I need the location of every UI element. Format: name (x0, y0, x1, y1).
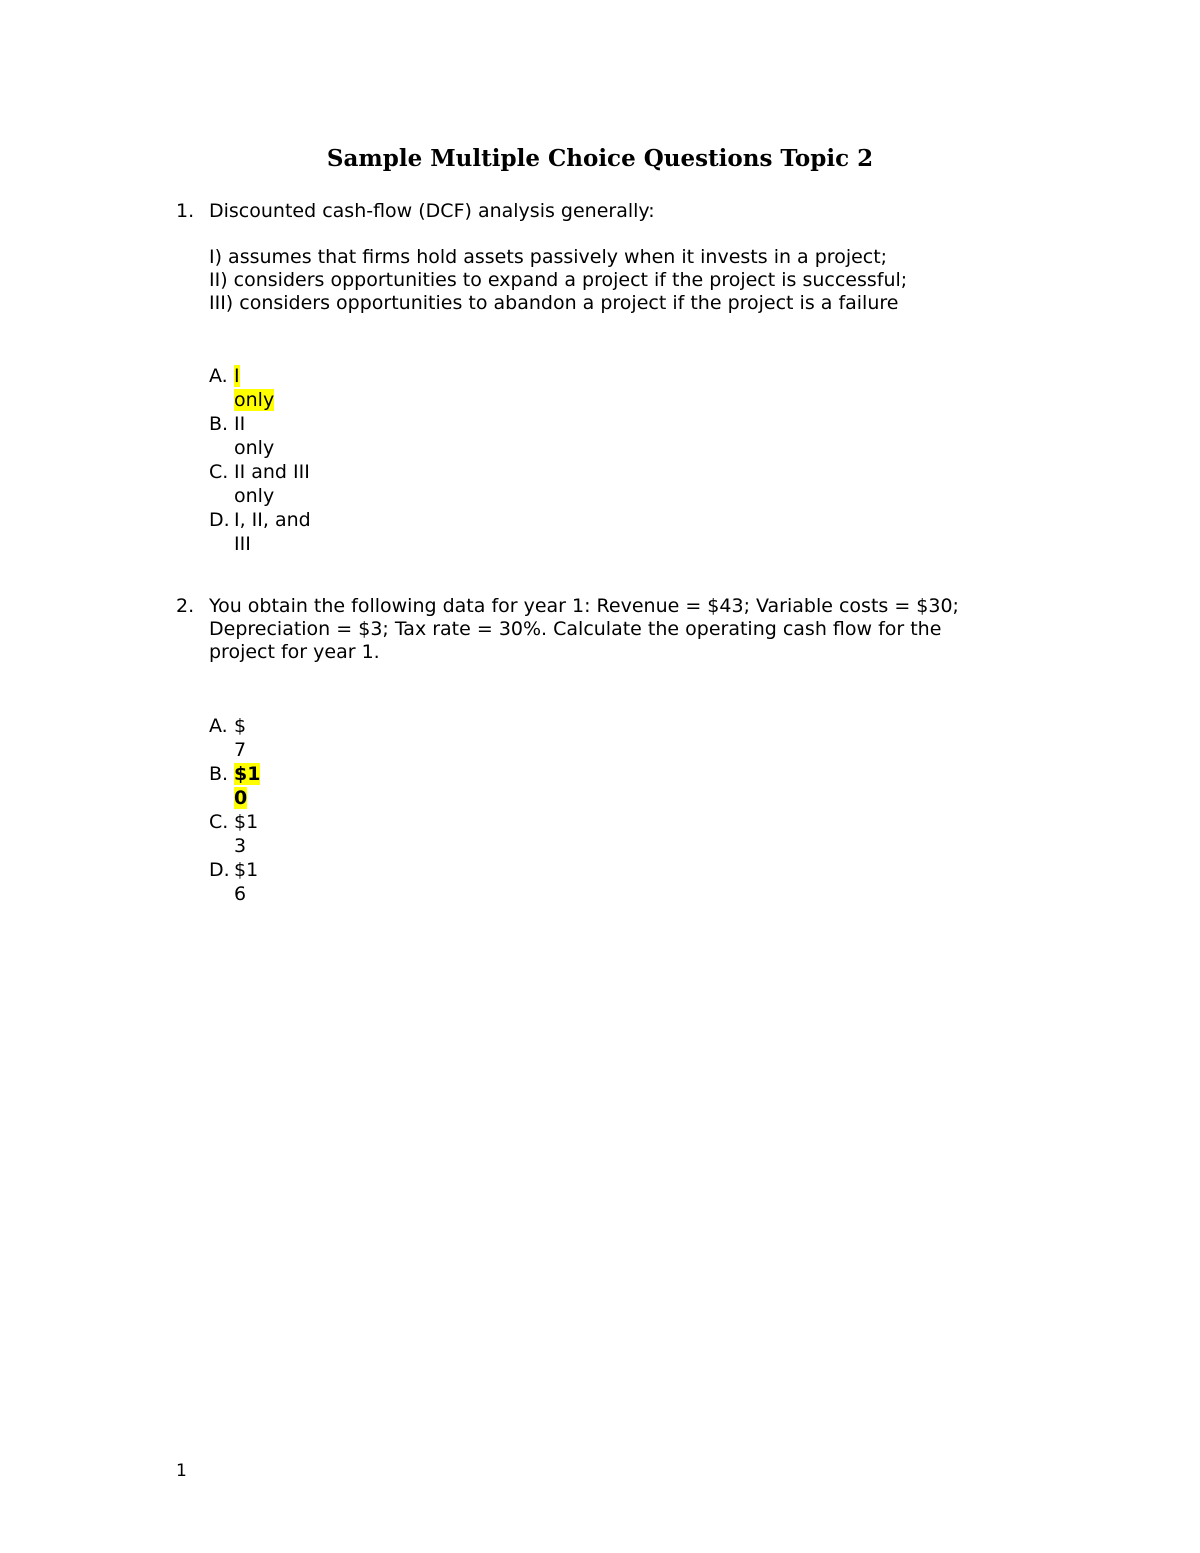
option-letter: B. (209, 763, 229, 785)
question-text: Discounted cash-flow (DCF) analysis generally: (209, 200, 655, 222)
statement-1: I) assumes that firms hold assets passively when it invests in a project; (209, 246, 888, 268)
option-text-line: $1 (234, 811, 259, 833)
option-text-line (234, 388, 274, 412)
answer-highlight: only (234, 389, 275, 411)
answer-highlight: 0 (234, 787, 248, 809)
question-text: You obtain the following data for year 1: Revenue = $43; Variable costs = $30; (209, 595, 959, 617)
question-number: 1. (176, 200, 195, 222)
option-text-line: 6 (234, 883, 247, 905)
option-letter: C. (209, 461, 229, 483)
option-text-line (234, 364, 240, 388)
option-letter: D. (209, 859, 230, 881)
statement-2: II) considers opportunities to expand a project if the project is successful; (209, 269, 908, 291)
answer-highlight: I (234, 365, 240, 387)
option-text-line (234, 786, 247, 810)
option-letter: A. (209, 715, 228, 737)
option-text-line: I, II, and (234, 509, 311, 531)
option-text-line: II and III (234, 461, 310, 483)
question-text: Depreciation = $3; Tax rate = 30%. Calculate the operating cash flow for the (209, 618, 942, 640)
page-number: 1 (176, 1461, 187, 1481)
option-letter: C. (209, 811, 229, 833)
question-text: project for year 1. (209, 641, 380, 663)
option-letter: B. (209, 413, 229, 435)
answer-highlight: $1 (234, 763, 261, 785)
option-text-line: III (234, 533, 251, 555)
option-letter: D. (209, 509, 230, 531)
document-title: Sample Multiple Choice Questions Topic 2 (326, 145, 874, 172)
question-number: 2. (176, 595, 195, 617)
option-text-line: II (234, 413, 246, 435)
option-text-line (234, 762, 260, 786)
statement-3: III) considers opportunities to abandon a project if the project is a failure (209, 292, 899, 314)
option-text-line: $1 (234, 859, 259, 881)
option-text-line: only (234, 437, 275, 459)
option-text-line: $ (234, 715, 247, 737)
option-text-line: 3 (234, 835, 247, 857)
option-text-line: 7 (234, 739, 247, 761)
option-text-line: only (234, 485, 275, 507)
option-letter: A. (209, 365, 228, 387)
